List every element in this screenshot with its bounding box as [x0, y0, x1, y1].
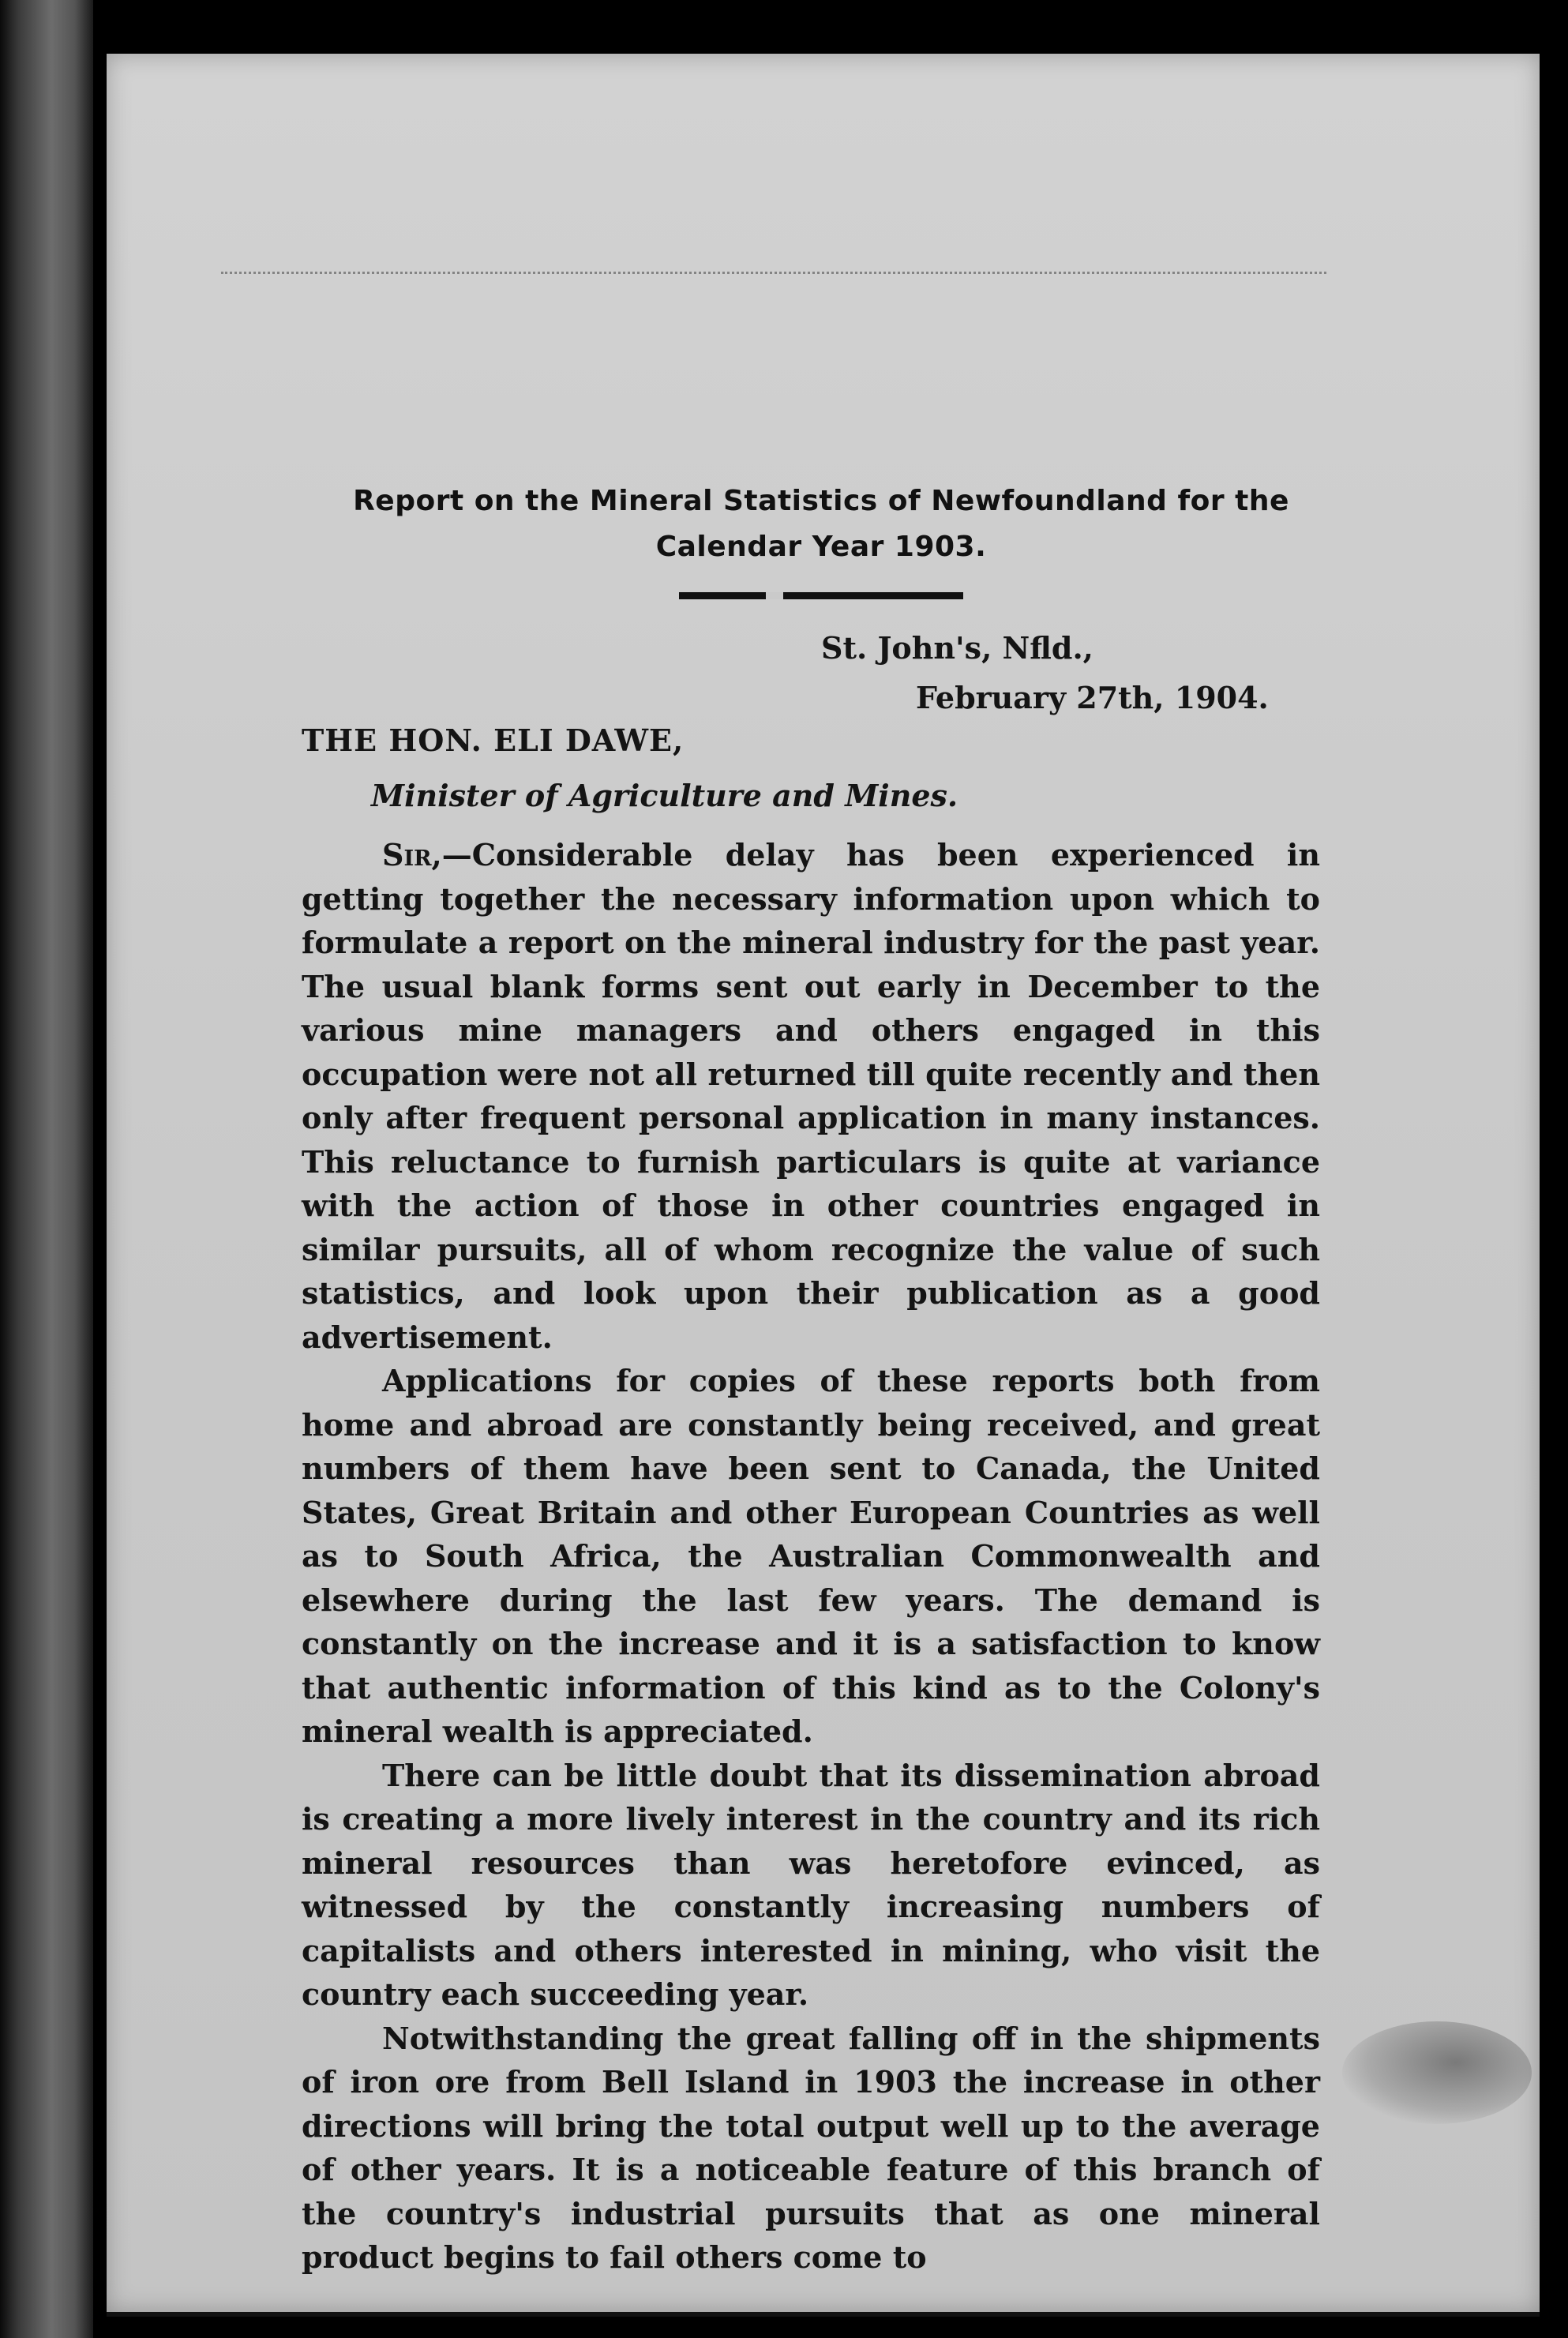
letter-date: February 27th, 1904.: [916, 680, 1269, 715]
body-paragraph: Notwithstanding the great falling off in the shipments of iron ore from Bell Island in 1903 the increase in other directions will bring the total output well up to the average of other years. It is a noticeable feature of this branch of the country's industrial pursuits that as one mineral product begins to fail others come to: [302, 2020, 1320, 2275]
body-paragraph: Applications for copies of these reports both from home and abroad are constantly being received, and great numbers of them have been sent to Canada, the United States, Great Britain and other European Countries as well as to South Africa, the Australian Commonwealth and elsewhere during the last few years. The demand is constantly on the increase and it is a satisfaction to know that authentic information of this kind as to the Colony's mineral wealth is appreciated.: [302, 1363, 1320, 1749]
body-paragraph: [302, 833, 1320, 1359]
body-paragraph: There can be little doubt that its dissemination abroad is creating a more lively interest in the country and its rich mineral resources than was heretofore evinced, as witnessed by the constantly increasing numbers of capitalists and others interested in mining, who visit the country each succeeding year.: [302, 1757, 1320, 2012]
report-title: [332, 478, 1311, 570]
title-line-2: Calendar Year 1903.: [655, 531, 987, 563]
title-divider-rule: [679, 592, 963, 599]
addressee-name: THE HON. ELI DAWE,: [302, 722, 685, 758]
show-through-mark: [221, 261, 1326, 274]
addressee-title: Minister of Agriculture and Mines.: [371, 778, 958, 813]
letter-body: [302, 831, 1320, 2280]
letter-place: St. John's, Nfld.,: [821, 630, 1093, 666]
title-line-1: Report on the Mineral Statistics of Newfoundland for the: [353, 485, 1289, 517]
salutation: Sir,: [382, 837, 442, 873]
page-bottom-edge: [107, 2312, 1540, 2317]
paragraph-text: —Considerable delay has been experienced in getting together the necessary information upon which to formulate a report on the mineral industry for the past year. The usual blank forms sent out early in December to the various mine managers and others engaged in this occupation were not all returned till quite recently and then only after frequent personal application in many instances. This reluctance to furnish particulars is quite at variance with the action of those in other countries engaged in similar pursuits, all of whom recognize the value of such statistics, and look upon their publication as a good advertisement.: [302, 837, 1320, 1355]
scanner-edge-strip: [0, 0, 93, 2338]
page-smudge: [1342, 2021, 1532, 2124]
